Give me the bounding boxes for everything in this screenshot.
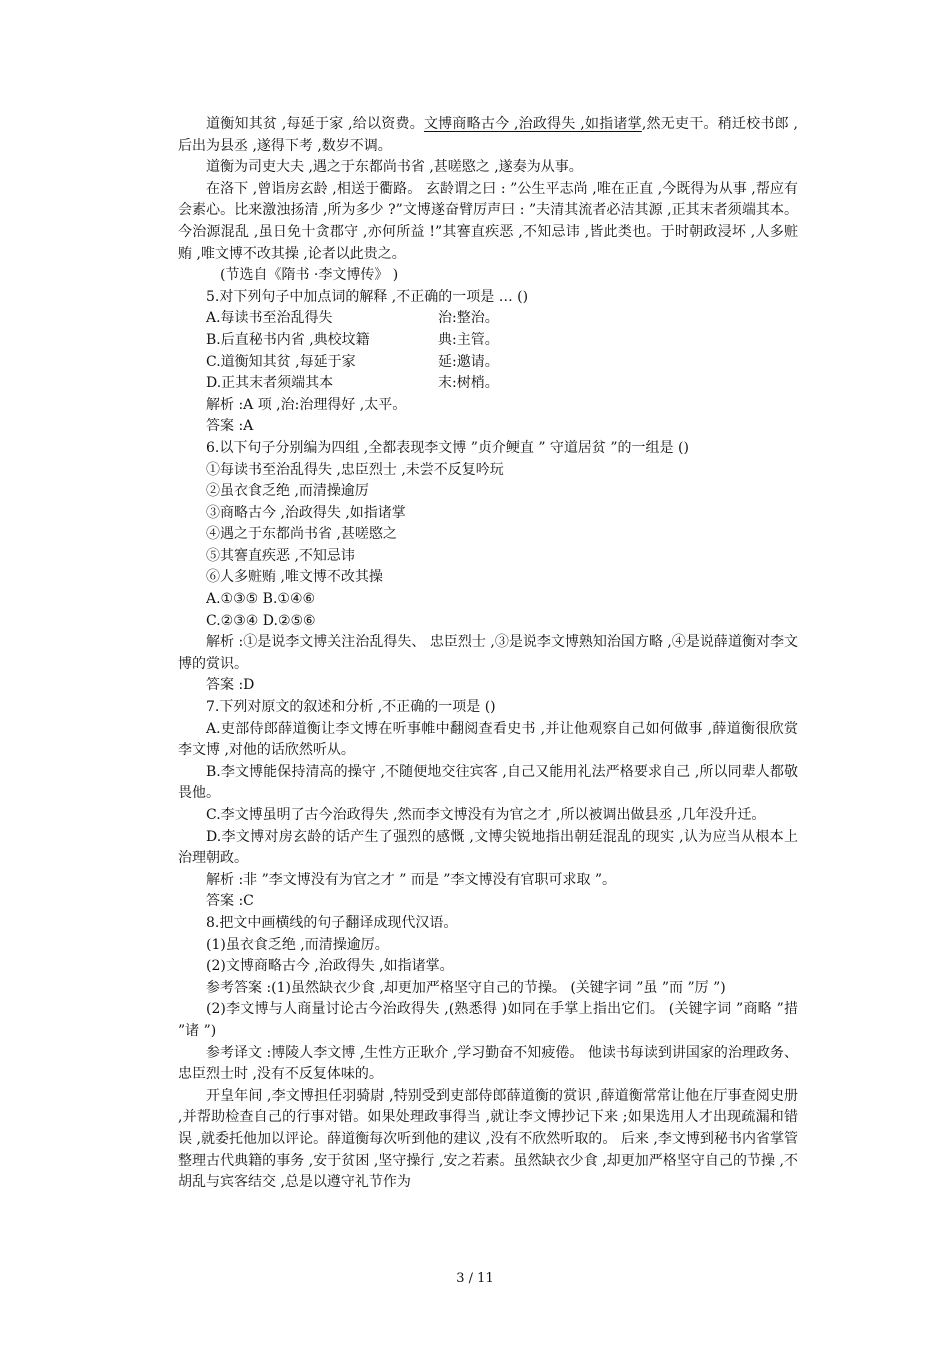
question-7-option-a: A.吏部侍郎薛道衡让李文博在听事帷中翻阅查看史书 ,并让他观察自己如何做事 ,薛道衡很欣赏李文博 ,对他的话欣然听从。	[178, 720, 798, 759]
question-7-option-b: B.李文博能保持清高的操守 ,不随便地交往宾客 ,自己又能用礼法严格要求自己 ,所以同辈人都敬畏他。	[178, 763, 798, 802]
passage-source: (节选自《隋书 ·李文博传》 )	[220, 267, 399, 284]
question-6-item: ⑥人多赃贿 ,唯文博不改其操	[206, 569, 383, 586]
question-7-answer: 答案 :C	[206, 893, 254, 910]
question-7-option-c: C.李文博虽明了古今治政得失 ,然而李文博没有为官之才 ,所以被调出做县丞 ,几年没升迁。	[206, 807, 766, 823]
question-5-option-a: A.每读书至治乱得失 治:整治。	[206, 310, 499, 327]
question-6-choices: C.②③④ D.②⑤⑥	[206, 612, 316, 629]
question-5-option-c: C.道衡知其贫 ,每延于家 延:邀请。	[206, 353, 499, 370]
question-6-stem: 6.以下句子分别编为四组 ,全都表现李文博 ”贞介鲠直 ” 守道居贫 ”的一组是 ()	[206, 439, 689, 456]
question-6-choices: A.①③⑤ B.①④⑥	[206, 591, 316, 608]
question-6-item: ④遇之于东都尚书省 ,甚嗟愍之	[206, 526, 397, 543]
underlined-sentence: 文博商略古今 ,治政得失 ,如指诸掌	[423, 116, 642, 132]
question-8-sentence-1: (1)虽衣食乏绝 ,而清操逾厉。	[206, 936, 389, 953]
question-6-answer: 答案 :D	[206, 677, 255, 694]
question-6-analysis: 解析 :①是说李文博关注治乱得失、 忠臣烈士 ,③是说李文博熟知治国方略 ,④是说薛道衡对李文博的赏识。	[178, 634, 798, 672]
question-7-option-d: D.李文博对房玄龄的话产生了强烈的感慨 ,文博尖锐地指出朝廷混乱的现实 ,认为应当从根本上治理朝政。	[178, 828, 798, 867]
translation-paragraph: 开皇年间 ,李文博担任羽骑尉 ,特别受到吏部侍郎薛道衡的赏识 ,薛道衡常常让他在厅事查阅史册 ,并帮助检查自己的行事对错。如果处理政事得当 ,就让李文博抄记下来 ;如果选用人才出现疏漏和错误 ,就委托他加以评论。薛道衡每次听到他的建议 ,没有不欣然听取的。 后来 ,李文博到秘书内省掌管整理古代典籍的事务 ,安于贫困 ,坚守操行 ,安之若素。虽然缺衣少食 ,却更加严格坚守自己的节操 ,不胡乱与宾客结交 ,总是以遵守礼节作为	[178, 1087, 798, 1191]
question-8-reference-1: 参考答案 :(1)虽然缺衣少食 ,却更加严格坚守自己的节操。 (关键字词 ”虽 ”而 ”厉 ”)	[206, 979, 726, 996]
page-number: 3 / 11	[456, 1271, 494, 1286]
translation-paragraph: 参考译文 :博陵人李文博 ,生性方正耿介 ,学习勤奋不知疲倦。 他读书每读到讲国家的治理政务、忠臣烈士时 ,没有不反复体味的。	[178, 1044, 798, 1083]
question-8-stem: 8.把文中画横线的句子翻译成现代汉语。	[206, 914, 458, 931]
question-5-analysis: 解析 :A 项 ,治:治理得好 ,太平。	[206, 396, 407, 413]
passage-paragraph: 在洛下 ,曾诣房玄龄 ,相送于衢路。 玄龄谓之曰 : ”公生平志尚 ,唯在正直 ,今既得为从事 ,帮应有会素心。比来激浊扬清 ,所为多少 ?”文博遂奋臂厉声曰 : ”夫清其流者必洁其源 ,正其末者须端其本。 今治源混乱 ,虽日免十贪郡守 ,亦何所益 !”其謇直疾恶 ,不知忌讳 ,皆此类也。于时朝政浸坏 ,人多赃贿 ,唯文博不改其操 ,论者以此贵之。	[178, 180, 798, 262]
question-7-analysis: 解析 :非 ”李文博没有为官之才 ” 而是 ”李文博没有官职可求取 ”。	[206, 871, 617, 888]
question-6-item: ①每读书至治乱得失 ,忠臣烈士 ,未尝不反复吟玩	[206, 461, 504, 478]
question-5-answer: 答案 :A	[206, 418, 254, 435]
passage-paragraph: 道衡知其贫 ,每延于家 ,给以资费。文博商略古今 ,治政得失 ,如指诸掌,然无吏干。稍迁校书郎 ,后出为县丞 ,遂得下考 ,数岁不调。	[178, 116, 798, 154]
question-8-reference-2: (2)李文博与人商量讨论古今治政得失 ,(熟悉得 )如同在手掌上指出它们。 (关键字词 ”商略 ”措 ”诸 ”)	[178, 1001, 798, 1039]
question-5-stem: 5.对下列句子中加点词的解释 ,不正确的一项是 … ()	[206, 288, 529, 305]
question-8-sentence-2: (2)文博商略古今 ,治政得失 ,如指诸掌。	[206, 958, 454, 975]
document-body	[178, 114, 798, 1194]
question-6-item: ⑤其謇直疾恶 ,不知忌讳	[206, 547, 355, 564]
question-6-item: ③商略古今 ,治政得失 ,如指诸掌	[206, 504, 406, 521]
question-5-option-b: B.后直秘书内省 ,典校坟籍 典:主管。	[206, 331, 499, 348]
question-7-stem: 7.下列对原文的叙述和分析 ,不正确的一项是 ()	[206, 699, 496, 716]
question-6-item: ②虽衣食乏绝 ,而清操逾厉	[206, 483, 369, 500]
passage-paragraph: 道衡为司吏大夫 ,遇之于东都尚书省 ,甚嗟愍之 ,遂奏为从事。	[206, 159, 583, 176]
question-5-option-d: D.正其末者须端其本 末:树梢。	[206, 375, 499, 392]
